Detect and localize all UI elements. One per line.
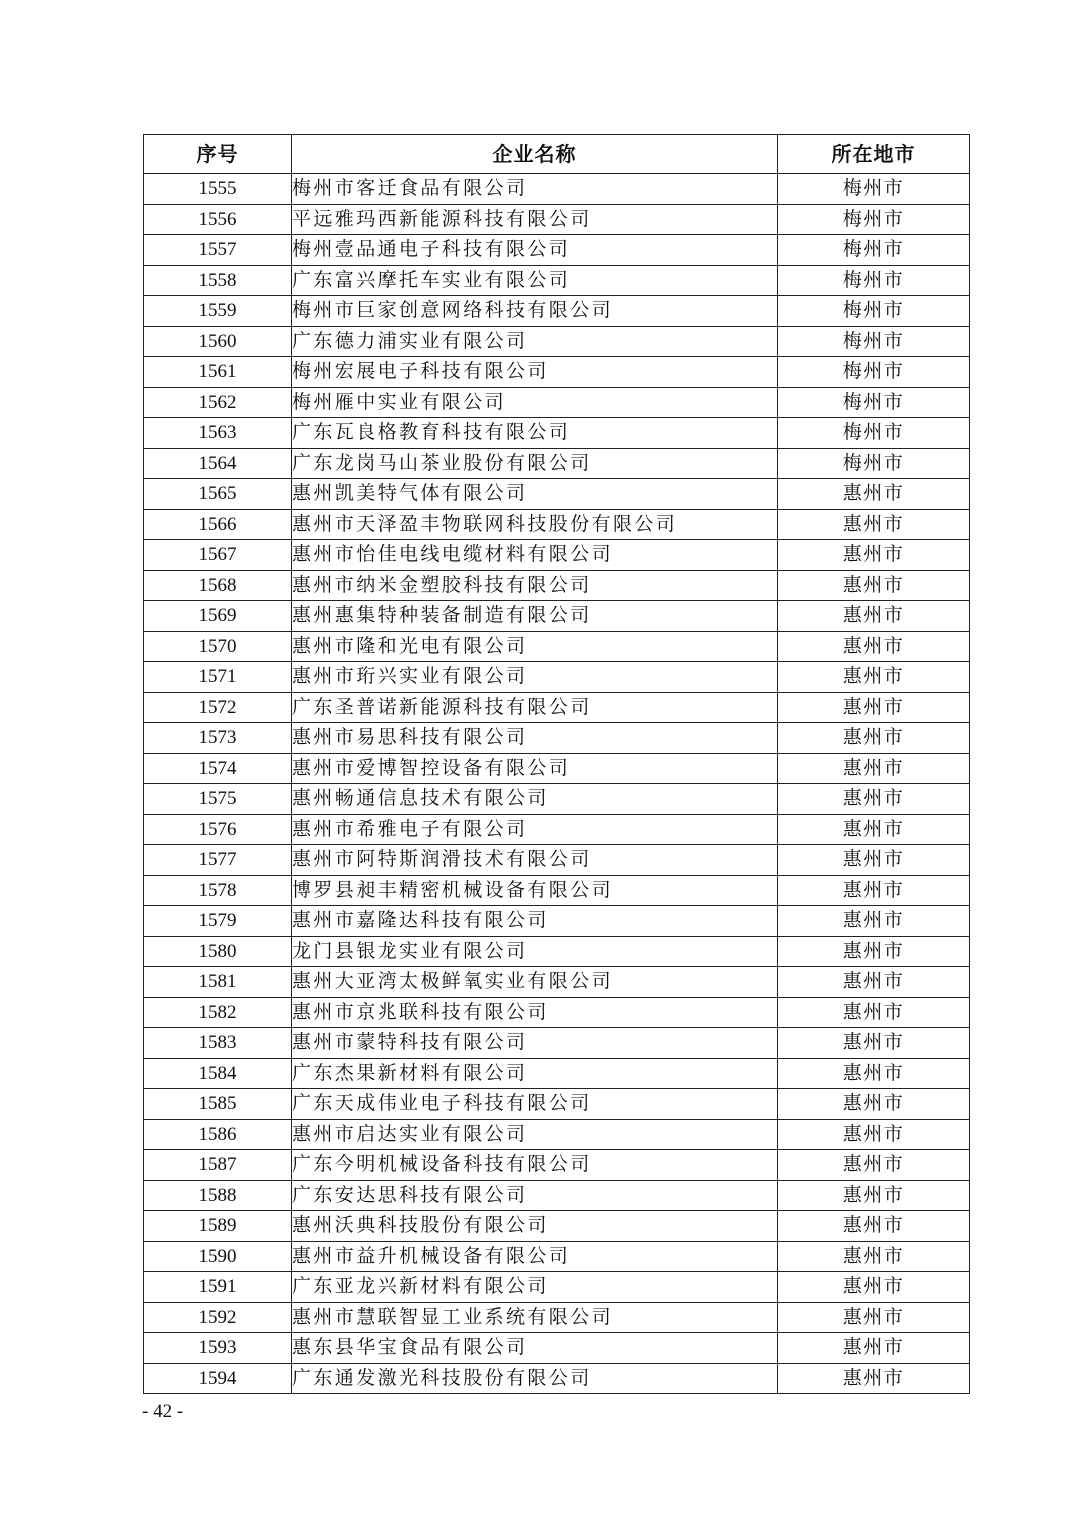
city-cell: 梅州市 [778, 387, 970, 418]
serial-number-cell: 1591 [144, 1272, 292, 1303]
city-cell: 梅州市 [778, 296, 970, 327]
city-cell: 梅州市 [778, 326, 970, 357]
city-cell: 惠州市 [778, 814, 970, 845]
serial-number-cell: 1559 [144, 296, 292, 327]
table-row [144, 296, 970, 327]
company-name-cell: 广东富兴摩托车实业有限公司 [292, 265, 778, 296]
serial-number-cell: 1568 [144, 570, 292, 601]
city-cell: 惠州市 [778, 1028, 970, 1059]
serial-number-cell: 1578 [144, 875, 292, 906]
serial-number-cell: 1565 [144, 479, 292, 510]
serial-number-cell: 1561 [144, 357, 292, 388]
company-name-cell: 广东瓦良格教育科技有限公司 [292, 418, 778, 449]
city-cell: 惠州市 [778, 967, 970, 998]
serial-number-cell: 1593 [144, 1333, 292, 1364]
serial-number-cell: 1587 [144, 1150, 292, 1181]
table-row [144, 479, 970, 510]
serial-number-cell: 1573 [144, 723, 292, 754]
company-name-cell: 广东今明机械设备科技有限公司 [292, 1150, 778, 1181]
company-name-cell: 梅州壹品通电子科技有限公司 [292, 235, 778, 266]
table-row [144, 1302, 970, 1333]
company-name-cell: 平远雅玛西新能源科技有限公司 [292, 204, 778, 235]
table-row [144, 753, 970, 784]
city-cell: 惠州市 [778, 479, 970, 510]
company-name-cell: 广东通发激光科技股份有限公司 [292, 1363, 778, 1394]
company-name-cell: 广东圣普诺新能源科技有限公司 [292, 692, 778, 723]
company-name-cell: 惠州市纳米金塑胶科技有限公司 [292, 570, 778, 601]
table-row [144, 265, 970, 296]
company-name-cell: 梅州雁中实业有限公司 [292, 387, 778, 418]
city-cell: 梅州市 [778, 204, 970, 235]
city-cell: 梅州市 [778, 174, 970, 205]
company-name-cell: 惠州市隆和光电有限公司 [292, 631, 778, 662]
serial-number-cell: 1556 [144, 204, 292, 235]
table-row [144, 1028, 970, 1059]
city-cell: 惠州市 [778, 662, 970, 693]
company-name-cell: 惠州市爱博智控设备有限公司 [292, 753, 778, 784]
city-cell: 惠州市 [778, 1272, 970, 1303]
serial-number-cell: 1564 [144, 448, 292, 479]
company-name-cell: 广东亚龙兴新材料有限公司 [292, 1272, 778, 1303]
city-cell: 梅州市 [778, 357, 970, 388]
city-cell: 惠州市 [778, 601, 970, 632]
serial-number-cell: 1579 [144, 906, 292, 937]
table-header [144, 135, 970, 174]
serial-number-cell: 1566 [144, 509, 292, 540]
serial-number-cell: 1567 [144, 540, 292, 571]
company-table [143, 134, 970, 1394]
company-name-cell: 惠州市珩兴实业有限公司 [292, 662, 778, 693]
table-row [144, 1150, 970, 1181]
serial-number-cell: 1575 [144, 784, 292, 815]
serial-number-cell: 1590 [144, 1241, 292, 1272]
table-row [144, 845, 970, 876]
city-cell: 梅州市 [778, 448, 970, 479]
serial-number-cell: 1580 [144, 936, 292, 967]
serial-number-cell: 1569 [144, 601, 292, 632]
company-name-cell: 惠州市嘉隆达科技有限公司 [292, 906, 778, 937]
city-cell: 惠州市 [778, 540, 970, 571]
company-name-cell: 惠东县华宝食品有限公司 [292, 1333, 778, 1364]
company-name-cell: 博罗县昶丰精密机械设备有限公司 [292, 875, 778, 906]
serial-number-cell: 1558 [144, 265, 292, 296]
company-name-cell: 惠州畅通信息技术有限公司 [292, 784, 778, 815]
table-row [144, 723, 970, 754]
company-name-cell: 广东安达思科技有限公司 [292, 1180, 778, 1211]
city-cell: 惠州市 [778, 1180, 970, 1211]
city-cell: 梅州市 [778, 265, 970, 296]
table-row [144, 540, 970, 571]
city-cell: 惠州市 [778, 906, 970, 937]
city-cell: 惠州市 [778, 997, 970, 1028]
city-cell: 惠州市 [778, 1119, 970, 1150]
company-name-cell: 广东天成伟业电子科技有限公司 [292, 1089, 778, 1120]
table-row [144, 906, 970, 937]
company-name-cell: 惠州市蒙特科技有限公司 [292, 1028, 778, 1059]
table-row [144, 814, 970, 845]
city-cell: 惠州市 [778, 753, 970, 784]
company-name-cell: 惠州市希雅电子有限公司 [292, 814, 778, 845]
serial-number-cell: 1592 [144, 1302, 292, 1333]
serial-number-cell: 1588 [144, 1180, 292, 1211]
serial-number-cell: 1563 [144, 418, 292, 449]
company-name-cell: 梅州市客迁食品有限公司 [292, 174, 778, 205]
serial-number-cell: 1586 [144, 1119, 292, 1150]
serial-number-cell: 1571 [144, 662, 292, 693]
city-cell: 惠州市 [778, 723, 970, 754]
city-cell: 惠州市 [778, 1333, 970, 1364]
serial-number-cell: 1589 [144, 1211, 292, 1242]
serial-number-cell: 1570 [144, 631, 292, 662]
city-cell: 惠州市 [778, 1150, 970, 1181]
city-cell: 惠州市 [778, 784, 970, 815]
serial-number-cell: 1584 [144, 1058, 292, 1089]
table-row [144, 967, 970, 998]
city-cell: 惠州市 [778, 936, 970, 967]
table-row [144, 936, 970, 967]
company-name-cell: 惠州市京兆联科技有限公司 [292, 997, 778, 1028]
table-row [144, 1119, 970, 1150]
city-cell: 梅州市 [778, 418, 970, 449]
company-name-cell: 广东德力浦实业有限公司 [292, 326, 778, 357]
serial-number-cell: 1557 [144, 235, 292, 266]
table-row [144, 662, 970, 693]
city-cell: 惠州市 [778, 631, 970, 662]
table-row [144, 448, 970, 479]
company-name-cell: 惠州市慧联智显工业系统有限公司 [292, 1302, 778, 1333]
city-cell: 惠州市 [778, 570, 970, 601]
company-name-cell: 惠州凯美特气体有限公司 [292, 479, 778, 510]
company-name-cell: 惠州市益升机械设备有限公司 [292, 1241, 778, 1272]
table-row [144, 692, 970, 723]
company-name-cell: 惠州市天泽盈丰物联网科技股份有限公司 [292, 509, 778, 540]
serial-number-cell: 1576 [144, 814, 292, 845]
city-cell: 惠州市 [778, 509, 970, 540]
table-row [144, 1180, 970, 1211]
table-row [144, 235, 970, 266]
serial-number-cell: 1594 [144, 1363, 292, 1394]
company-name-cell: 广东杰果新材料有限公司 [292, 1058, 778, 1089]
table-row [144, 570, 970, 601]
company-name-cell: 龙门县银龙实业有限公司 [292, 936, 778, 967]
table-row [144, 1211, 970, 1242]
city-cell: 惠州市 [778, 1363, 970, 1394]
table-row [144, 357, 970, 388]
serial-number-cell: 1572 [144, 692, 292, 723]
city-cell: 惠州市 [778, 692, 970, 723]
company-name-cell: 惠州市易思科技有限公司 [292, 723, 778, 754]
serial-number-cell: 1560 [144, 326, 292, 357]
city-cell: 梅州市 [778, 235, 970, 266]
header-company-name: 企业名称 [292, 135, 778, 174]
table-row [144, 418, 970, 449]
city-cell: 惠州市 [778, 845, 970, 876]
table-row [144, 509, 970, 540]
serial-number-cell: 1582 [144, 997, 292, 1028]
table-row [144, 784, 970, 815]
city-cell: 惠州市 [778, 1089, 970, 1120]
serial-number-cell: 1585 [144, 1089, 292, 1120]
table-row [144, 1058, 970, 1089]
city-cell: 惠州市 [778, 875, 970, 906]
company-name-cell: 梅州市巨家创意网络科技有限公司 [292, 296, 778, 327]
table-row [144, 601, 970, 632]
table-row [144, 1089, 970, 1120]
table-row [144, 326, 970, 357]
table-row [144, 1241, 970, 1272]
table-body [144, 174, 970, 1394]
header-city: 所在地市 [778, 135, 970, 174]
table-row [144, 997, 970, 1028]
table-row [144, 174, 970, 205]
header-serial-number: 序号 [144, 135, 292, 174]
table-row [144, 1363, 970, 1394]
page-number: - 42 - [142, 1401, 184, 1422]
company-name-cell: 惠州惠集特种装备制造有限公司 [292, 601, 778, 632]
serial-number-cell: 1562 [144, 387, 292, 418]
table-row [144, 204, 970, 235]
table-row [144, 631, 970, 662]
table-row [144, 1272, 970, 1303]
serial-number-cell: 1555 [144, 174, 292, 205]
table-row [144, 1333, 970, 1364]
serial-number-cell: 1577 [144, 845, 292, 876]
company-name-cell: 惠州市怡佳电线电缆材料有限公司 [292, 540, 778, 571]
serial-number-cell: 1581 [144, 967, 292, 998]
city-cell: 惠州市 [778, 1241, 970, 1272]
table-row [144, 875, 970, 906]
company-name-cell: 广东龙岗马山茶业股份有限公司 [292, 448, 778, 479]
table-row [144, 387, 970, 418]
serial-number-cell: 1583 [144, 1028, 292, 1059]
city-cell: 惠州市 [778, 1058, 970, 1089]
serial-number-cell: 1574 [144, 753, 292, 784]
company-name-cell: 惠州沃典科技股份有限公司 [292, 1211, 778, 1242]
city-cell: 惠州市 [778, 1211, 970, 1242]
city-cell: 惠州市 [778, 1302, 970, 1333]
company-name-cell: 惠州市启达实业有限公司 [292, 1119, 778, 1150]
header-row [144, 135, 970, 174]
company-name-cell: 惠州市阿特斯润滑技术有限公司 [292, 845, 778, 876]
company-name-cell: 惠州大亚湾太极鲜氧实业有限公司 [292, 967, 778, 998]
company-name-cell: 梅州宏展电子科技有限公司 [292, 357, 778, 388]
